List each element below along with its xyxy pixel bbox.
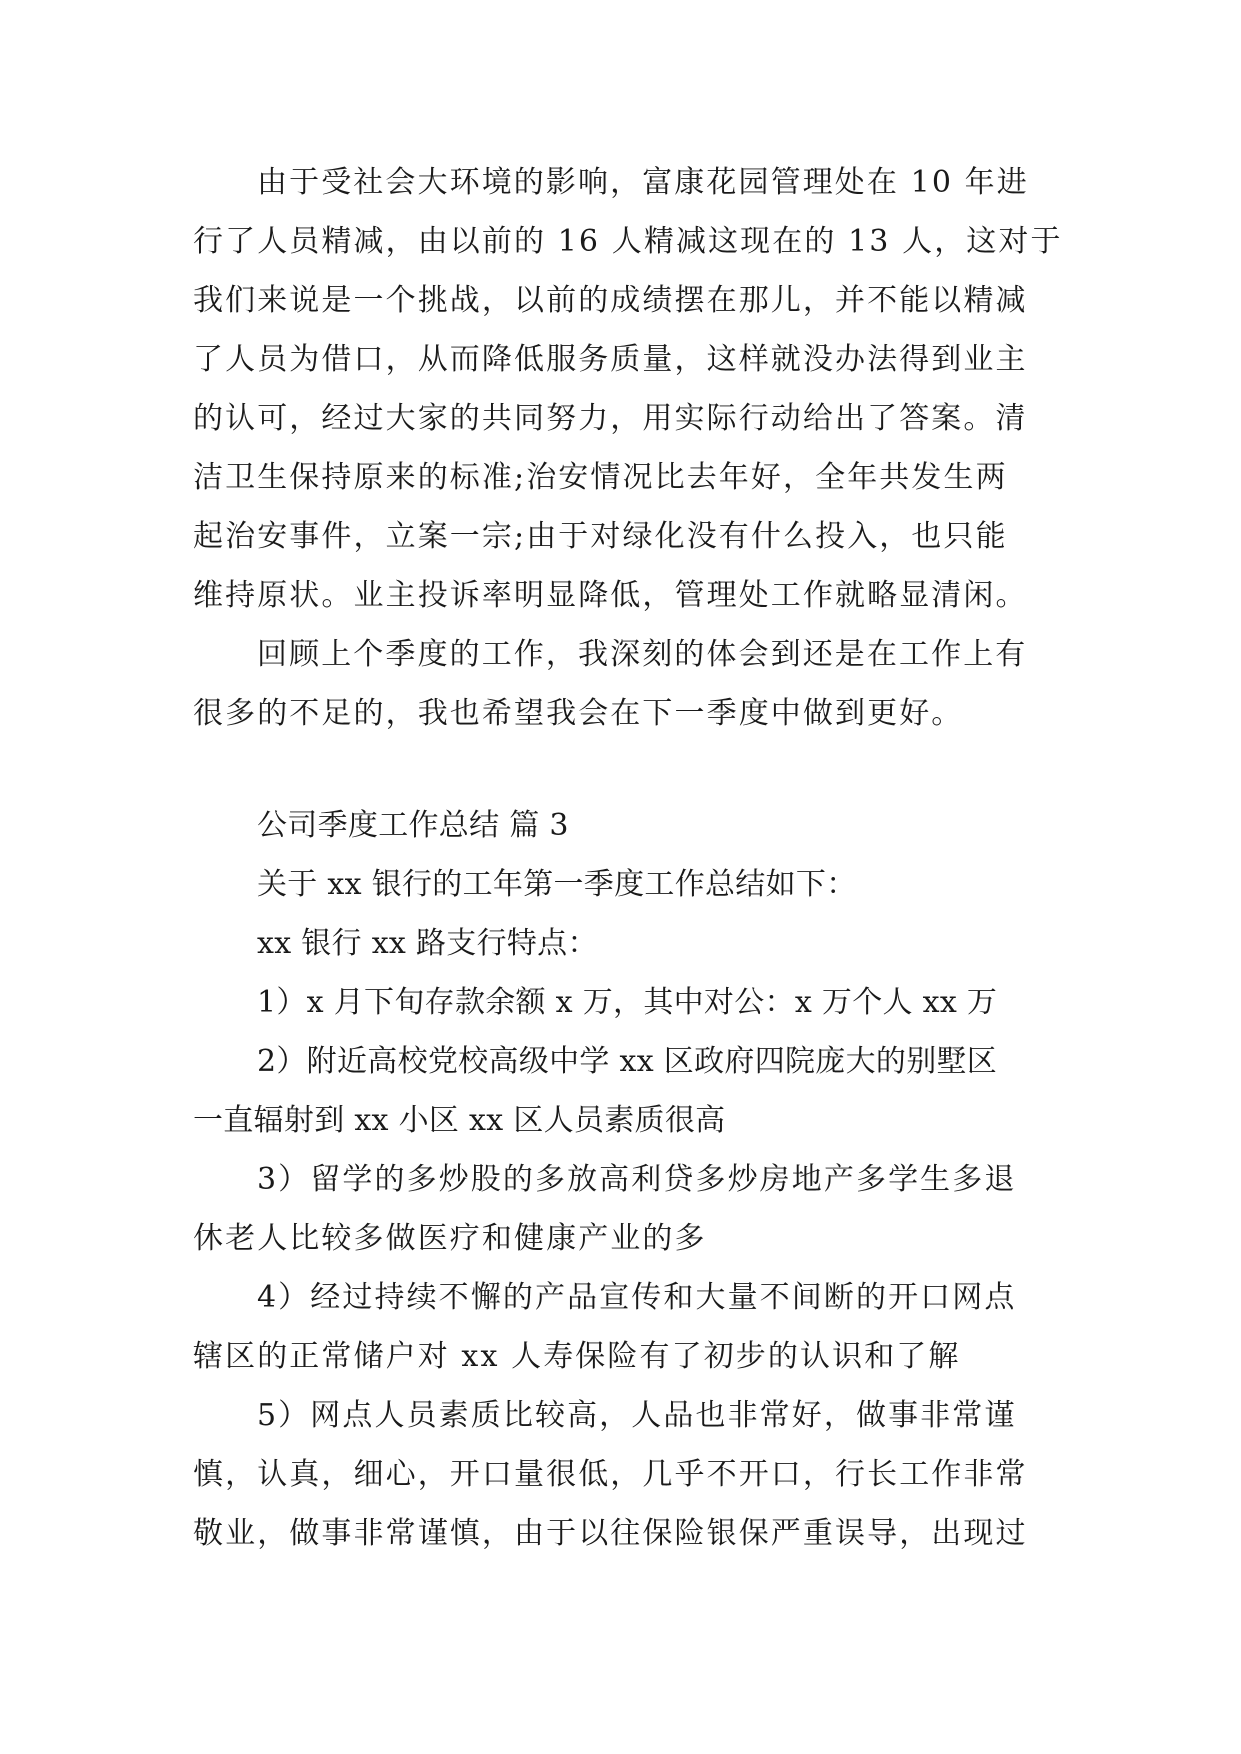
list-item-line: 2）附近高校党校高级中学 xx 区政府四院庞大的别墅区	[257, 1044, 998, 1079]
list-item-line: 辖区的正常储户对 xx 人寿保险有了初步的认识和了解	[193, 1339, 961, 1374]
paragraph-line: 维持原状。业主投诉率明显降低，管理处工作就略显清闲。	[193, 578, 1028, 613]
paragraph-line: 回顾上个季度的工作，我深刻的体会到还是在工作上有	[257, 637, 1028, 672]
list-item-line: 3）留学的多炒股的多放高利贷多炒房地产多学生多退	[257, 1162, 1017, 1197]
paragraph-line: 我们来说是一个挑战，以前的成绩摆在那儿，并不能以精减	[193, 283, 1028, 318]
paragraph-line: 的认可，经过大家的共同努力，用实际行动给出了答案。清	[193, 401, 1028, 436]
list-item-line: 休老人比较多做医疗和健康产业的多	[193, 1221, 707, 1256]
paragraph-line: 由于受社会大环境的影响，富康花园管理处在 10 年进	[257, 165, 1029, 200]
list-item-line: 4）经过持续不懈的产品宣传和大量不间断的开口网点	[257, 1280, 1017, 1315]
list-item-line: 5）网点人员素质比较高，人品也非常好，做事非常谨	[257, 1398, 1017, 1433]
paragraph-line: 行了人员精减，由以前的 16 人精减这现在的 13 人，这对于	[193, 224, 1063, 259]
paragraph-line: 起治安事件，立案一宗;由于对绿化没有什么投入，也只能	[193, 519, 1008, 554]
list-item-line: 一直辐射到 xx 小区 xx 区人员素质很高	[193, 1103, 726, 1138]
paragraph-line: 了人员为借口，从而降低服务质量，这样就没办法得到业主	[193, 342, 1028, 377]
paragraph-line: 洁卫生保持原来的标准;治安情况比去年好，全年共发生两	[193, 460, 1008, 495]
paragraph-line: 很多的不足的，我也希望我会在下一季度中做到更好。	[193, 696, 964, 731]
list-item-line: 敬业，做事非常谨慎，由于以往保险银保严重误导，出现过	[193, 1516, 1028, 1551]
list-item-line: 慎，认真，细心，开口量很低，几乎不开口，行长工作非常	[193, 1457, 1028, 1492]
paragraph-line: xx 银行 xx 路支行特点：	[257, 926, 598, 961]
paragraph-line: 关于 xx 银行的工年第一季度工作总结如下：	[257, 867, 857, 902]
section-heading: 公司季度工作总结 篇 3	[257, 808, 569, 843]
list-item-line: 1）x 月下旬存款余额 x 万，其中对公：x 万个人 xx 万	[257, 985, 998, 1020]
